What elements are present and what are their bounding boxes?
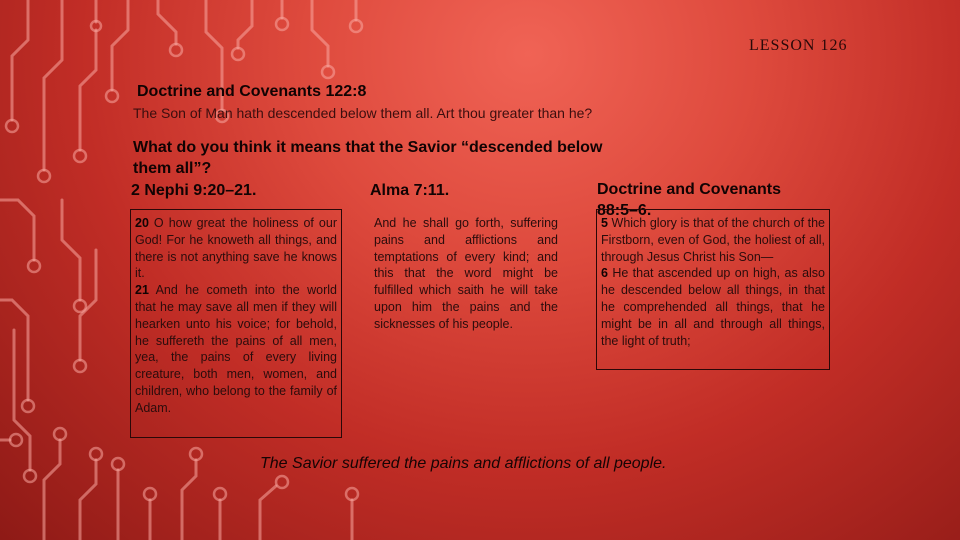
column-3-title-line-1: Doctrine and Covenants	[597, 181, 782, 198]
verse	[135, 282, 337, 416]
column-3-title-line-2: 88:5–6.	[597, 202, 652, 219]
verse-text: Which glory is that of the church of the Firstborn, even of God, the holiest of all, through Jesus Christ his Son—	[601, 216, 825, 264]
verse-text: And he shall go forth, suffering pains and afflictions and temptations of every kind; and this that the word might be fulfilled which saith he will take upon him the pains and the sicknesses of his people.	[374, 216, 558, 331]
scripture-box-2-nephi	[130, 209, 342, 438]
scripture-reference: Doctrine and Covenants 122:8	[137, 83, 367, 100]
verse	[601, 215, 825, 265]
verse-text: And he cometh into the world that he may save all men if they will hearken unto his voice; for behold, he suffereth the pains of all men, yea, the pains of every living creature, both men, women, and children, who belong to the family of Adam.	[135, 283, 337, 415]
verse	[135, 215, 337, 282]
verse-text: He that ascended up on high, as also he descended below all things, in that he comprehended all things, that he might be in all and through all things, the light of truth;	[601, 266, 825, 348]
verse	[601, 265, 825, 349]
question-line-2: them all”?	[133, 160, 212, 177]
scripture-box-doctrine-and-covenants	[596, 209, 830, 370]
conclusion-statement: The Savior suffered the pains and afflictions of all people.	[260, 455, 667, 472]
lesson-label: LESSON 126	[749, 37, 848, 54]
question-line-1: What do you think it means that the Savior “descended below	[133, 139, 603, 156]
column-1-title: 2 Nephi 9:20–21.	[131, 182, 257, 199]
verse-number: 21	[135, 283, 149, 298]
verse-number: 5	[601, 216, 608, 230]
verse-text: O how great the holiness of our God! For he knoweth all things, and there is not anything save he knows it.	[135, 216, 337, 281]
scripture-quote: The Son of Man hath descended below them all. Art thou greater than he?	[133, 105, 593, 121]
column-2-title: Alma 7:11.	[370, 182, 450, 199]
verse-number: 20	[135, 216, 149, 230]
verse-number: 6	[601, 266, 608, 281]
scripture-box-alma	[369, 209, 563, 354]
verse	[374, 215, 558, 333]
